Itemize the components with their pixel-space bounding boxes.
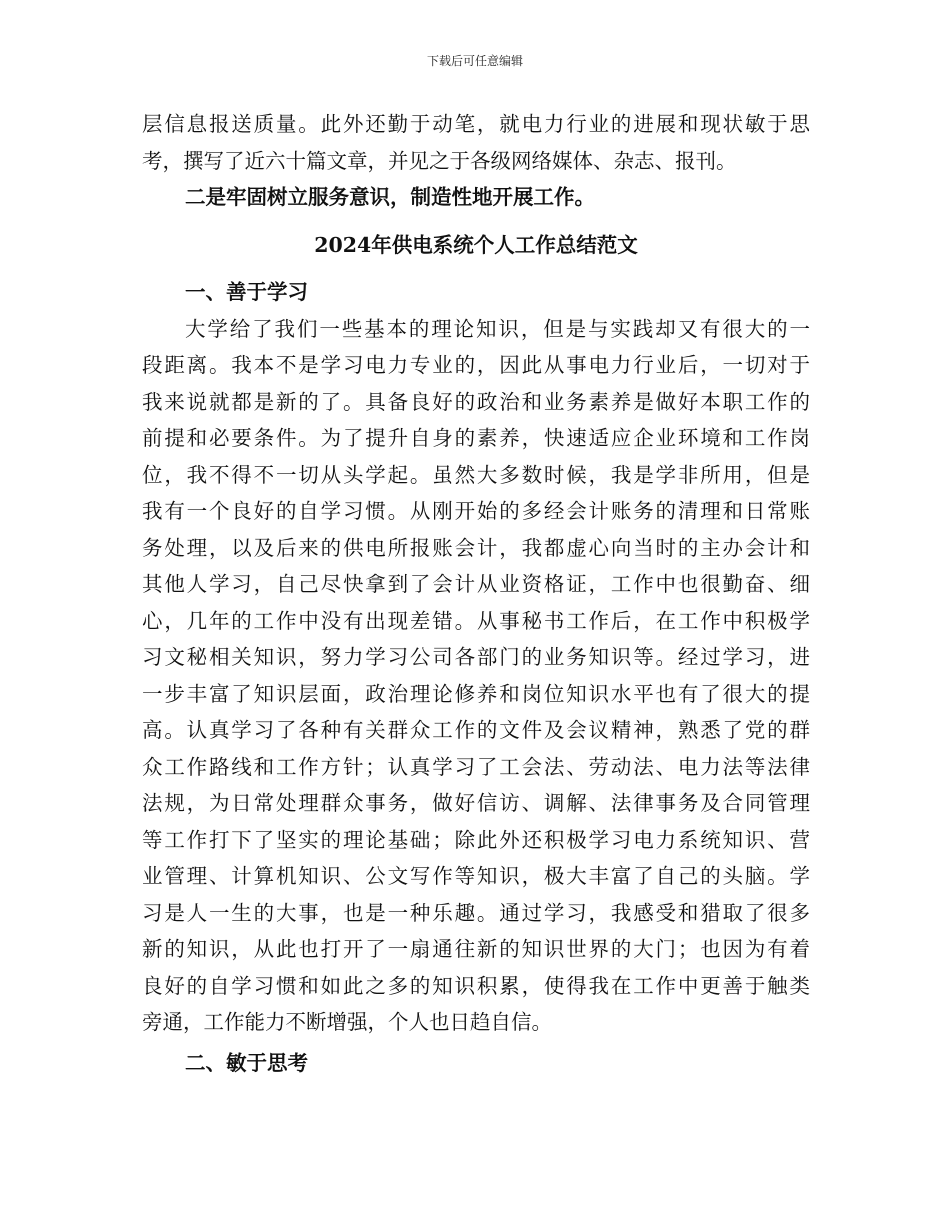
point-heading: 二是牢固树立服务意识，制造性地开展工作。 xyxy=(185,185,595,209)
document-body xyxy=(142,106,810,1081)
section-heading: 一、善于学习 xyxy=(185,280,308,304)
page-header: 下载后可任意编辑 xyxy=(426,54,523,68)
paragraph-line: 前提和必要条件。为了提升自身的素养，快速适应企业环境和工作岗 xyxy=(142,426,810,450)
paragraph-line: 我来说就都是新的了。具备良好的政治和业务素养是做好本职工作的 xyxy=(142,389,810,414)
paragraph-line: 等工作打下了坚实的理论基础；除此外还积极学习电力系统知识、营 xyxy=(142,827,810,852)
paragraph-line: 旁通，工作能力不断增强，个人也日趋自信。 xyxy=(142,1010,552,1034)
paragraph-line: 高。认真学习了各种有关群众工作的文件及会议精神，熟悉了党的群 xyxy=(142,718,810,742)
paragraph-line: 良好的自学习惯和如此之多的知识积累，使得我在工作中更善于触类 xyxy=(142,973,810,998)
paragraph-line: 段距离。我本不是学习电力专业的，因此从事电力行业后，一切对于 xyxy=(142,353,810,377)
paragraph-line: 新的知识，从此也打开了一扇通往新的知识世界的大门；也因为有着 xyxy=(142,937,810,961)
paragraph-line: 一步丰富了知识层面，政治理论修养和岗位知识水平也有了很大的提 xyxy=(142,681,810,706)
paragraph-line: 习文秘相关知识，努力学习公司各部门的业务知识等。经过学习，进 xyxy=(142,645,810,669)
paragraph-line: 位，我不得不一切从头学起。虽然大多数时候，我是学非所用，但是 xyxy=(142,462,810,487)
paragraph-line: 务处理，以及后来的供电所报账会计，我都虚心向当时的主办会计和 xyxy=(142,535,810,560)
paragraph-line: 法规，为日常处理群众事务，做好信访、调解、法律事务及合同管理 xyxy=(142,791,810,815)
paragraph-line: 众工作路线和工作方针；认真学习了工会法、劳动法、电力法等法律 xyxy=(142,754,810,779)
paragraph-line: 层信息报送质量。此外还勤于动笔，就电力行业的进展和现状敏于思 xyxy=(142,112,810,136)
paragraph-line: 业管理、计算机知识、公文写作等知识，极大丰富了自己的头脑。学 xyxy=(142,864,810,888)
paragraph-line: 我有一个良好的自学习惯。从刚开始的多经会计账务的清理和日常账 xyxy=(142,499,810,523)
paragraph-line: 其他人学习，自己尽快拿到了会计从业资格证，工作中也很勤奋、细 xyxy=(142,572,810,596)
paragraph-line: 心，几年的工作中没有出现差错。从事秘书工作后，在工作中积极学 xyxy=(142,608,810,633)
section-heading: 二、敏于思考 xyxy=(185,1050,308,1075)
paragraph-line: 习是人一生的大事，也是一种乐趣。通过学习，我感受和猎取了很多 xyxy=(142,900,810,925)
paragraph-line: 大学给了我们一些基本的理论知识，但是与实践却又有很大的一 xyxy=(185,316,810,341)
document-title: 2024年供电系统个人工作总结范文 xyxy=(314,232,638,257)
paragraph-line: 考，撰写了近六十篇文章，并见之于各级网络媒体、杂志、报刊。 xyxy=(142,148,737,173)
